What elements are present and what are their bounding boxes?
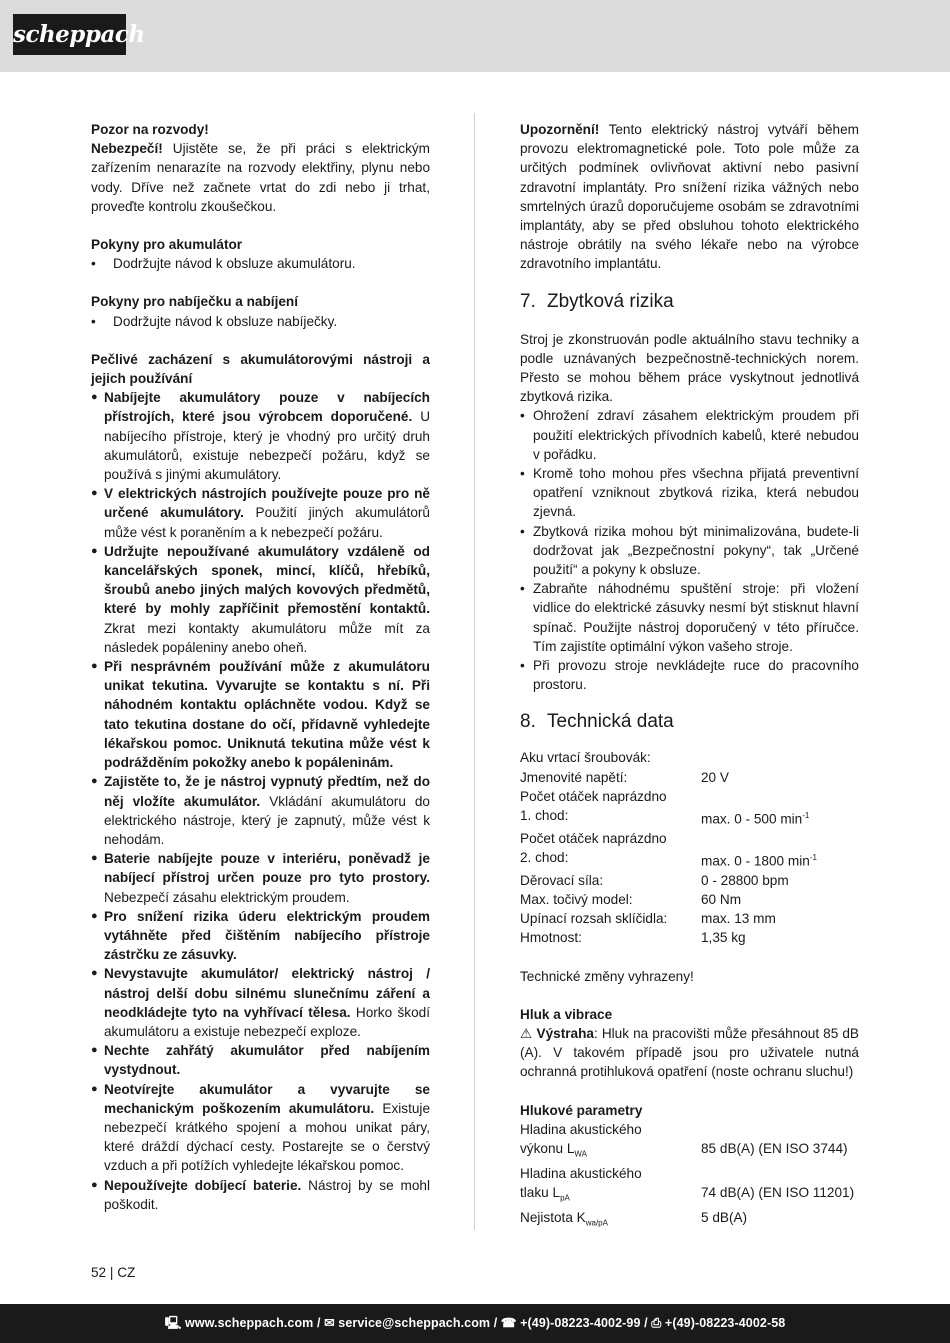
list-item: • Při provozu stroje nevkládejte ruce do pracovního prostoru. — [520, 656, 859, 694]
table-row: 2. chod: max. 0 - 1800 $\min^{-1}$ — [520, 850, 817, 869]
page-number: 52 | CZ — [91, 1265, 136, 1280]
table-row: Jmenovité napětí: 20 V — [520, 769, 729, 785]
residual-risk-list — [520, 406, 859, 694]
list-item — [91, 388, 430, 484]
list-item: • Zbytková rizika mohou být minimalizována, budete-li dodržovat jak „Bezpečnostní pokyny“, tak „Určené použití“ a pokyny k obsluze. — [520, 522, 859, 580]
list-item — [91, 964, 430, 1041]
item-bold-text: V elektrických nástrojích používejte pouze pro ně určené akumulátory. — [104, 486, 430, 521]
heading-text: Zbytková rizika — [547, 290, 674, 312]
battery-item: • Dodržujte návod k obsluze akumulátoru. — [91, 254, 430, 273]
section-title-charger: Pokyny pro nabíječku a nabíjení — [91, 294, 298, 310]
heading-text: Technická data — [547, 711, 674, 733]
computer-icon: 🖳︎ — [164, 1316, 182, 1330]
warning-triangle-icon: ⚠︎ — [520, 1025, 537, 1041]
right-column — [520, 120, 859, 1233]
heading-technical-data — [520, 710, 859, 734]
notice-paragraph — [520, 120, 859, 274]
item-text: Horko škodí akumulátoru a existuje nebezpečí exploze. — [104, 1004, 430, 1039]
item-text: Existuje nebezpečí krátkého spojení a mohou unikat páry, které dráždí dýchací cesty. Postarejte se o čerstvý vzduch a při potížích vyhledejte lékařskou pomoc. — [104, 1100, 431, 1174]
item-text: Nástroj by se mohl poškodit. — [104, 1177, 430, 1212]
item-text: U nabíjecího přístroje, který je vhodný pro určitý druh akumulátorů, existuje nebezpečí požáru, když se používá s jinými akumulátory. — [104, 409, 431, 483]
warning-text: : Hluk na pracovišti může přesáhnout 85 dB (A). V takovém případě jsou pro uživatele nutná ochranná protihluková opatření (noste ochranu sluchu!) — [520, 1025, 859, 1080]
section-title-careful-use: Pečlivé zacházení s akumulátorovými nástroji a jejich používání — [91, 351, 430, 387]
item-text: Zkrat mezi kontakty akumulátoru může mít za následek popáleniny anebo oheň. — [104, 620, 430, 655]
technical-changes-note: Technické změny vyhrazeny! — [520, 968, 694, 984]
item-text: Nebezpečí zásahu elektrickým proudem. — [104, 889, 350, 905]
heading-number: 7. — [520, 290, 536, 312]
left-column — [91, 120, 430, 1214]
table-row: Hladina akustického — [520, 1165, 642, 1181]
list-item — [91, 1080, 430, 1176]
table-row: Hmotnost: 1,35 kg — [520, 930, 746, 946]
residual-intro: Stroj je zkonstruován podle aktuálního stavu techniky a podle uznávaných bezpečnostně-technických norem. Přesto se mohou během práce vyskytnout jednotlivá zbytková rizika. — [520, 331, 859, 405]
mail-icon: ✉︎ — [324, 1316, 335, 1330]
table-row: tlaku $L_{pA}$ 74 dB(A) (EN ISO 11201) — [520, 1185, 855, 1203]
item-bold-text: Nepoužívejte dobíjecí baterie. — [104, 1177, 302, 1193]
list-item — [91, 772, 430, 849]
technical-data-table — [520, 748, 859, 947]
table-row: Max. točivý model: 60 Nm — [520, 891, 742, 907]
heading-residual-risks — [520, 290, 859, 314]
table-row: Upínací rozsah sklíčidla: max. 13 mm — [520, 911, 776, 927]
notice-label: Upozornění! — [520, 122, 600, 137]
phone-icon: ☎︎ — [500, 1316, 517, 1330]
table-row: výkonu $L_{WA}$ 85 dB(A) (EN ISO 3744) — [520, 1141, 848, 1159]
list-item — [91, 484, 430, 542]
list-item — [91, 907, 430, 965]
item-bold-text: Nechte zahřátý akumulátor před nabíjením vystydnout. — [104, 1043, 430, 1078]
noise-parameters-table — [520, 1120, 859, 1233]
noise-parameters-title: Hlukové parametry — [520, 1102, 643, 1118]
warning-label: Výstraha — [536, 1025, 594, 1041]
table-row: Počet otáček naprázdno — [520, 788, 667, 804]
item-bold-text: Nevystavujte akumulátor/ elektrický nástroj / nástroj delší dobu silnému slunečnímu záření a neodkládejte tyto na vyhřívací tělesa. — [104, 966, 430, 1020]
footer-fax: +(49)-08223-4002-58 — [664, 1316, 786, 1330]
list-item — [91, 1176, 430, 1214]
item-text: Vkládání akumulátoru do elektrického nástroje, který je zapnutý, může vést k nehodám. — [104, 793, 430, 847]
table-row: 1. chod: max. 0 - 500 $\min^{-1}$ — [520, 808, 810, 827]
wiring-paragraph — [91, 139, 430, 216]
column-divider — [474, 113, 475, 1230]
section-title-battery: Pokyny pro akumulátor — [91, 237, 243, 253]
list-item: • Zabraňte náhodnému spuštění stroje: při vložení vidlice do elektrické zásuvky nesmí být stisknut hlavní spínač. Použijte nástroj doporučený v této příručce. Tím zajistíte optimální výkon vašeho stroje. — [520, 579, 859, 656]
fax-icon: ⎙ — [651, 1316, 662, 1330]
item-bold-text: Neotvírejte akumulátor a vyvarujte se mechanickým poškozením akumulátoru. — [104, 1081, 430, 1116]
table-row: Počet otáček naprázdno — [520, 830, 667, 846]
table-row: Hladina akustického — [520, 1121, 642, 1137]
list-item: • Kromě toho mohou přes všechna přijatá preventivní opatření vzniknout zbytková rizika, která nebudou zjevná. — [520, 464, 859, 522]
noise-warning — [520, 1024, 859, 1082]
charger-item: • Dodržujte návod k obsluze nabíječky. — [91, 312, 430, 331]
careful-use-list — [91, 388, 430, 1214]
list-item: • Ohrožení zdraví zásahem elektrickým proudem při použití elektrických přívodních kabelů, které nebudou v pořádku. — [520, 406, 859, 464]
footer-mail[interactable]: service@scheppach.com — [338, 1316, 491, 1330]
notice-text: Tento elektrický nástroj vytváří během provozu elektromagnetické pole. Toto pole může za určitých podmínek ovlivňovat aktivní nebo pasivní zdravotní implantáty. Pro snížení rizika vážných nebo smrtelných úrazů doporučujeme osobám se zdravotními implantáty, aby se před obsluhou tohoto elektrického nástroje obrátily na svého lékaře nebo na výrobce zdravotního implantátu. — [520, 122, 859, 272]
item-bold-text: Udržujte nepoužívané akumulátory vzdáleně od kancelářských sponek, mincí, klíčů, hřebíků, šroubů anebo jiných malých kovových předmětů, které by mohly zapříčinit přemostění kontaktů. — [104, 543, 430, 617]
item-bold-text: Baterie nabíjejte pouze v interiéru, poněvadž je nabíjecí přístroj určen pouze pro tyto prostory. — [104, 851, 430, 886]
item-bold-text: Nabíjejte akumulátory pouze v nabíjecích přístrojích, které jsou výrobcem doporučené. — [104, 390, 430, 425]
page-footer: 🖳︎ www.scheppach.com / ✉︎ service@scheppach.com / ☎︎ +(49)-08223-4002-99 / ⎙ +(49)-08223-4002-58 — [0, 1304, 950, 1343]
list-item — [91, 1041, 430, 1079]
scheppach-logo: scheppach — [13, 14, 126, 55]
page-header — [0, 0, 950, 72]
footer-phone: +(49)-08223-4002-99 — [520, 1316, 641, 1330]
item-bold-text: Zajistěte to, že je nástroj vypnutý předtím, než do něj vložíte akumulátor. — [104, 774, 430, 809]
section-title-wiring: Pozor na rozvody! — [91, 122, 209, 137]
list-item — [91, 657, 430, 772]
table-row: Nejistota $K_{wa/pA}$ 5 dB(A) — [520, 1210, 748, 1228]
item-text: Použití jiných akumulátorů může vést k poraněním a k nebezpečí požáru. — [104, 505, 430, 540]
heading-number: 8. — [520, 711, 536, 733]
list-item — [91, 542, 430, 657]
footer-web[interactable]: www.scheppach.com — [185, 1316, 314, 1330]
danger-label: Nebezpečí! — [91, 141, 163, 157]
table-row: Aku vrtací šroubovák: — [520, 750, 651, 766]
item-bold-text: Při nesprávném používání může z akumulátoru unikat tekutina. Vyvarujte se kontaktu s ní. Při náhodném kontaktu opláchněte vodou. Když se tato tekutina dostane do očí, přídavně vyhledejte lékařskou pomoc. Uniknutá tekutina může vést k podrážděním pokožky anebo k popáleninám. — [104, 659, 430, 771]
noise-vibration-title: Hluk a vibrace — [520, 1006, 613, 1022]
list-item — [91, 849, 430, 907]
wiring-text: Ujistěte se, že při práci s elektrickým zařízením nenarazíte na rozvody elektřiny, plynu nebo vody. Dříve než začnete vrtat do zdi nebo ji trhat, proveďte kontrolu zkoušečkou. — [91, 141, 430, 214]
item-bold-text: Pro snížení rizika úderu elektrickým proudem vytáhněte před čištěním nabíjecího přístroje zástrčku ze zásuvky. — [104, 908, 430, 963]
table-row: Děrovací síla: 0 - 28800 bpm — [520, 872, 789, 888]
